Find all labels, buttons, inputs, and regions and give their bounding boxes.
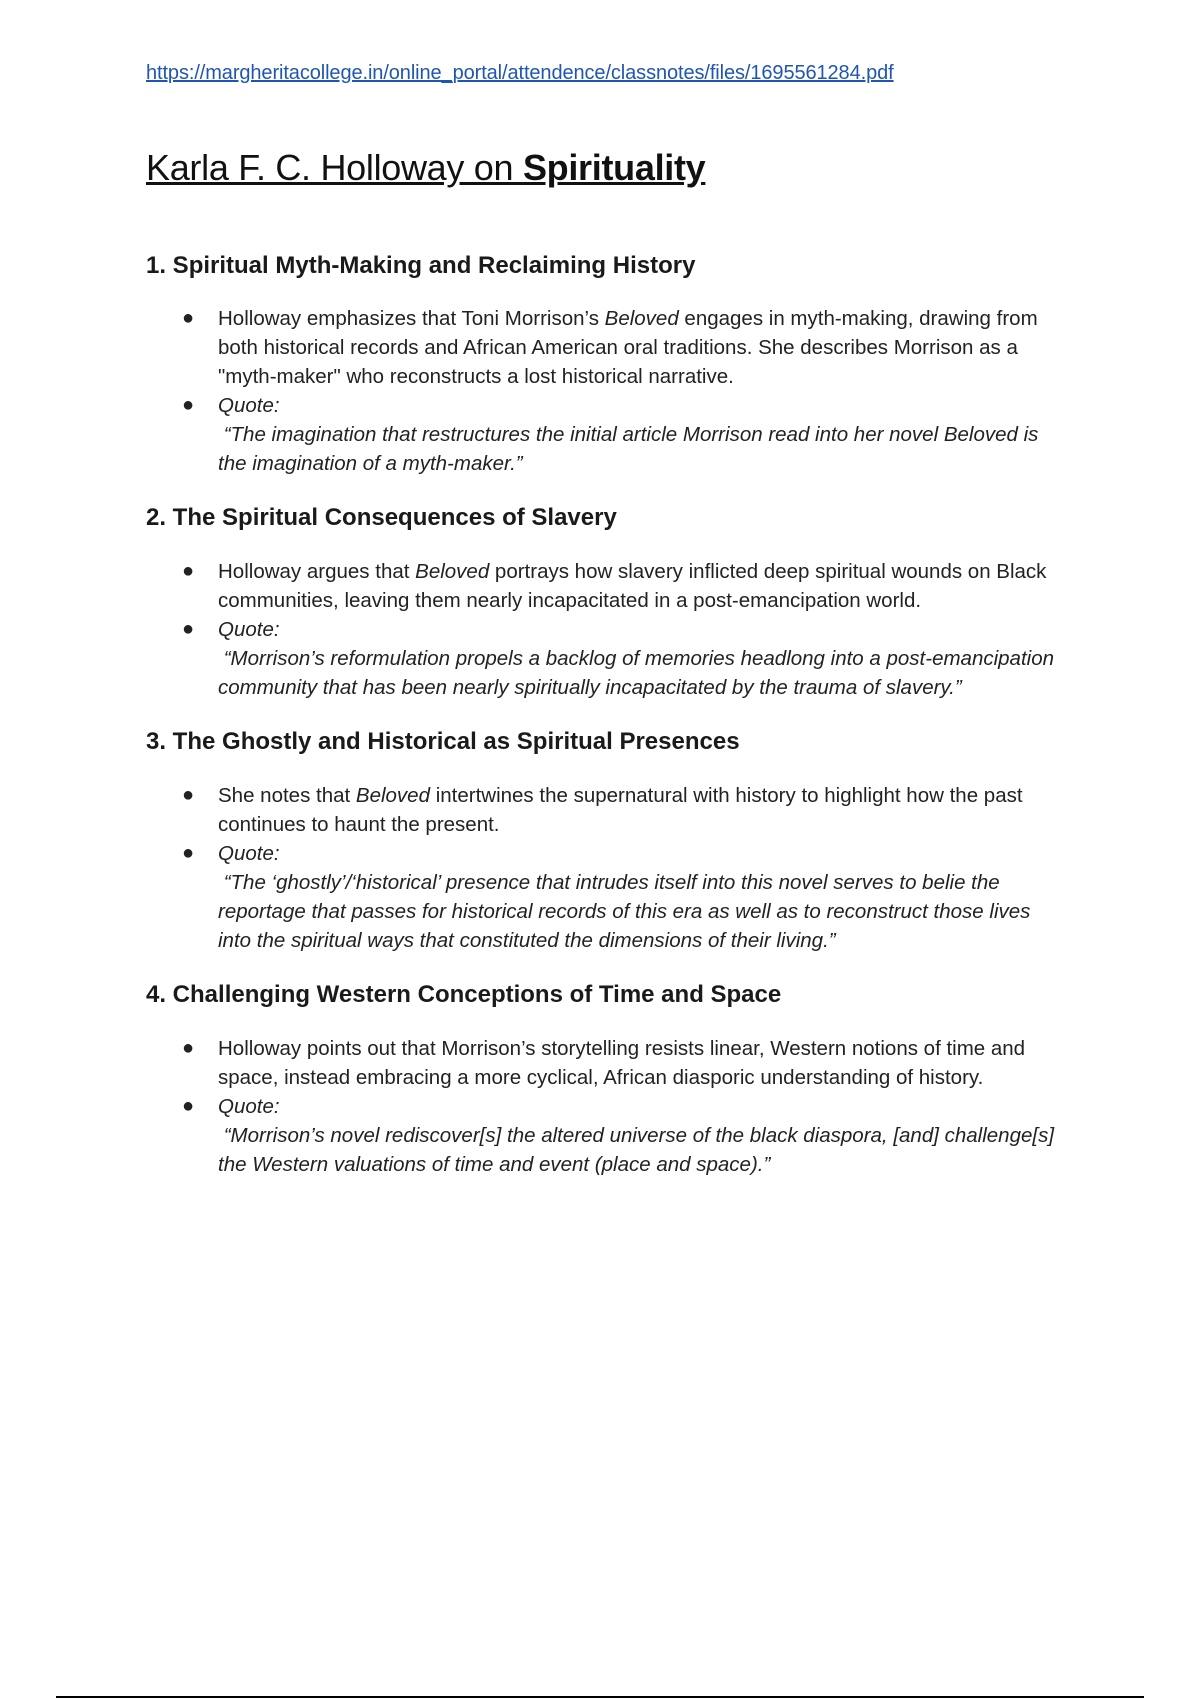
list-item-quote	[146, 1092, 1066, 1179]
list-item-point	[146, 304, 1066, 391]
bullet-list	[146, 1034, 1066, 1179]
bullet-icon: ●	[182, 560, 195, 583]
section-3	[146, 728, 1066, 955]
quote-text: “Morrison’s novel rediscover[s] the altered universe of the black diaspora, [and] challenge[s] the Western valuations of time and event (place and space).”	[218, 1123, 1055, 1176]
bullet-icon: ●	[182, 841, 195, 864]
quote-label: Quote:	[218, 618, 280, 642]
page-bottom-divider	[56, 1696, 1144, 1698]
bullet-list	[146, 557, 1066, 702]
bullet-icon: ●	[182, 1094, 195, 1117]
section-heading: 3. The Ghostly and Historical as Spiritual Presences	[146, 728, 740, 756]
source-url-link[interactable]: https://margheritacollege.in/online_portal/attendence/classnotes/files/1695561284.pdf	[146, 62, 894, 84]
section-2	[146, 504, 1066, 702]
quote-label: Quote:	[218, 1094, 280, 1118]
title-bold-word: Spirituality	[522, 147, 706, 188]
section-heading: 2. The Spiritual Consequences of Slavery	[146, 504, 617, 532]
quote-text: “The ‘ghostly’/‘historical’ presence that intrudes itself into this novel serves to belie the reportage that passes for historical records of this era as well as to reconstruct those lives into the spiritual ways that constituted the dimensions of their living.”	[218, 870, 1031, 952]
point-text: Holloway emphasizes that Toni Morrison’s	[218, 307, 605, 331]
section-heading: 1. Spiritual Myth-Making and Reclaiming History	[146, 251, 696, 279]
point-text-rest: engages in myth-making, drawing from both historical records and African American oral traditions. She describes Morrison as a "myth-maker" who reconstructs a lost historical narrative.	[218, 307, 1038, 389]
point-italic-title: Beloved	[415, 560, 490, 584]
quote-text: “Morrison’s reformulation propels a backlog of memories headlong into a post-emancipation community that has been nearly spiritually incapacitated by the trauma of slavery.”	[218, 647, 1055, 700]
bullet-icon: ●	[182, 307, 195, 330]
list-item-quote	[146, 615, 1066, 702]
list-item-point	[146, 1034, 1066, 1092]
bullet-icon: ●	[182, 618, 195, 641]
section-1	[146, 252, 1066, 479]
bullet-icon: ●	[182, 1036, 195, 1059]
document-title	[146, 148, 1066, 188]
list-item-quote	[146, 391, 1066, 478]
bullet-list	[146, 781, 1066, 955]
section-heading: 4. Challenging Western Conceptions of Time and Space	[146, 980, 782, 1008]
point-text-rest: portrays how slavery inflicted deep spiritual wounds on Black communities, leaving them nearly incapacitated in a post-emancipation world.	[218, 560, 1047, 613]
title-prefix: Karla F. C. Holloway on	[146, 147, 523, 188]
point-text: Holloway points out that Morrison’s storytelling resists linear, Western notions of time and space, instead embracing a more cyclical, African diasporic understanding of history.	[218, 1036, 1026, 1089]
quote-label: Quote:	[218, 841, 280, 865]
quote-text: “The imagination that restructures the initial article Morrison read into her novel Beloved is the imagination of a myth-maker.”	[218, 423, 1039, 476]
list-item-point	[146, 557, 1066, 615]
point-italic-title: Beloved	[355, 783, 430, 807]
quote-label: Quote:	[218, 394, 280, 418]
point-italic-title: Beloved	[604, 307, 679, 331]
bullet-list	[146, 304, 1066, 478]
list-item-point	[146, 781, 1066, 839]
bullet-icon: ●	[182, 783, 195, 806]
point-text: She notes that	[218, 783, 356, 807]
point-text: Holloway argues that	[218, 560, 416, 584]
document-page	[146, 62, 1066, 1179]
section-4	[146, 981, 1066, 1179]
list-item-quote	[146, 839, 1066, 955]
point-text-rest: intertwines the supernatural with history to highlight how the past continues to haunt the present.	[218, 783, 1023, 836]
bullet-icon: ●	[182, 394, 195, 417]
